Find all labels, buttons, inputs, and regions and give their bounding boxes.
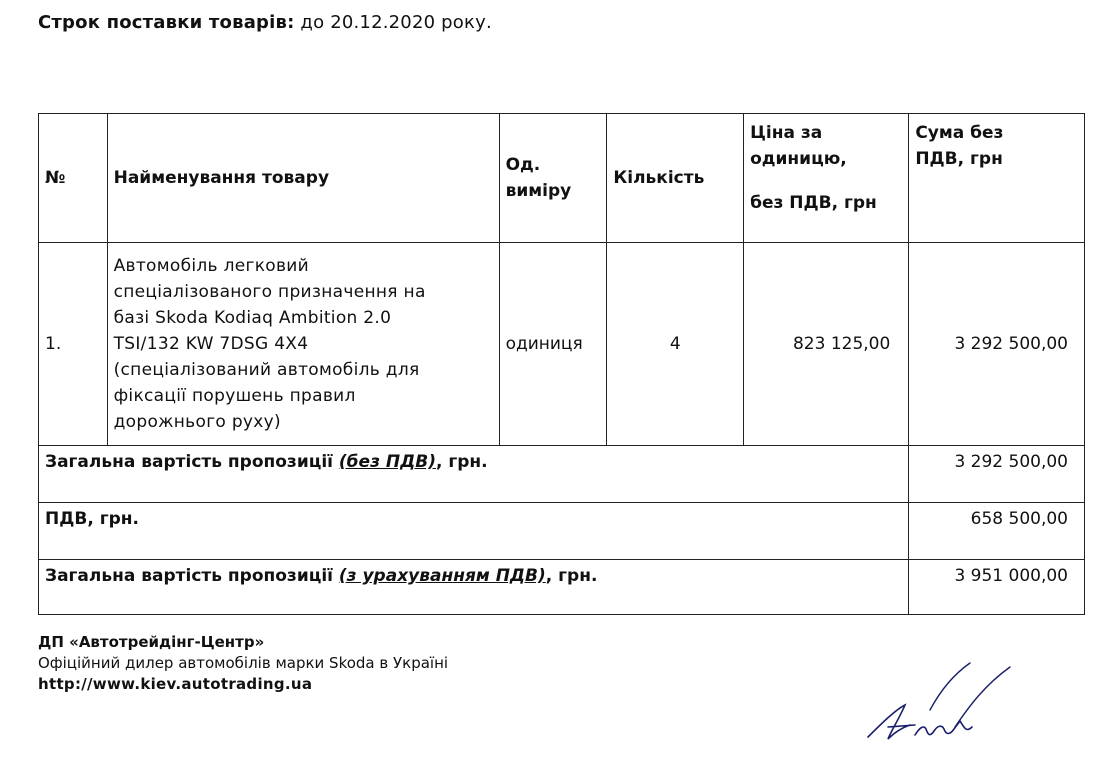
row-quantity: 4	[607, 243, 744, 446]
row-name-line: Автомобіль легковий	[113, 256, 310, 276]
row-name-line: TSI/132 KW 7DSG 4X4	[113, 334, 309, 354]
total-net-emphasis: (без ПДВ)	[338, 452, 436, 472]
header-unit-line-1: Од.	[505, 155, 541, 175]
header-sum	[909, 114, 1085, 243]
header-unit-line-2: виміру	[505, 181, 572, 201]
total-gross-suffix: , грн.	[545, 566, 598, 586]
row-name-line: (спеціалізований автомобіль для	[113, 360, 420, 380]
total-net-label	[39, 446, 909, 503]
table-row	[39, 243, 1085, 446]
header-price-line-2: одиницю,	[750, 149, 847, 169]
company-description: Офіційний дилер автомобілів марки Skoda в Україні	[38, 654, 449, 672]
company-name: ДП «Автотрейдінг-Центр»	[38, 633, 265, 651]
row-number: 1.	[39, 243, 108, 446]
header-number: №	[39, 114, 108, 243]
company-url: http://www.kiev.autotrading.ua	[38, 675, 313, 693]
row-name-line: дорожнього руху)	[113, 412, 281, 432]
header-unit	[499, 114, 607, 243]
goods-table	[38, 113, 1085, 615]
signature-icon	[860, 655, 1020, 750]
vat-row	[39, 503, 1085, 560]
header-price	[744, 114, 909, 243]
total-gross-row	[39, 560, 1085, 615]
total-gross-prefix: Загальна вартість пропозиції	[45, 566, 339, 586]
total-gross-value: 3 951 000,00	[909, 560, 1085, 615]
delivery-term-label: Строк поставки товарів:	[38, 12, 295, 33]
row-sum: 3 292 500,00	[909, 243, 1085, 446]
row-unit: одиниця	[499, 243, 607, 446]
header-sum-line-1: Сума без	[915, 123, 1004, 143]
row-name-line: фіксації порушень правил	[113, 386, 356, 406]
vat-value: 658 500,00	[909, 503, 1085, 560]
delivery-term	[38, 12, 492, 33]
header-sum-line-2: ПДВ, грн	[915, 149, 1003, 169]
total-net-prefix: Загальна вартість пропозиції	[45, 452, 339, 472]
total-gross-emphasis: (з урахуванням ПДВ)	[338, 566, 546, 586]
delivery-term-value: до 20.12.2020 року.	[300, 12, 492, 33]
footer	[38, 632, 448, 695]
header-price-line-1: Ціна за	[750, 123, 823, 143]
header-price-line-3: без ПДВ, грн	[750, 193, 877, 213]
row-name-line: спеціалізованого призначення на	[113, 282, 426, 302]
total-net-value: 3 292 500,00	[909, 446, 1085, 503]
total-gross-label	[39, 560, 909, 615]
table-header-row	[39, 114, 1085, 243]
row-name	[107, 243, 499, 446]
row-price: 823 125,00	[744, 243, 909, 446]
total-net-suffix: , грн.	[435, 452, 488, 472]
header-quantity: Кількість	[607, 114, 744, 243]
row-name-line: базі Skoda Kodiaq Ambition 2.0	[113, 308, 392, 328]
total-net-row	[39, 446, 1085, 503]
header-name: Найменування товару	[107, 114, 499, 243]
vat-label: ПДВ, грн.	[39, 503, 909, 560]
